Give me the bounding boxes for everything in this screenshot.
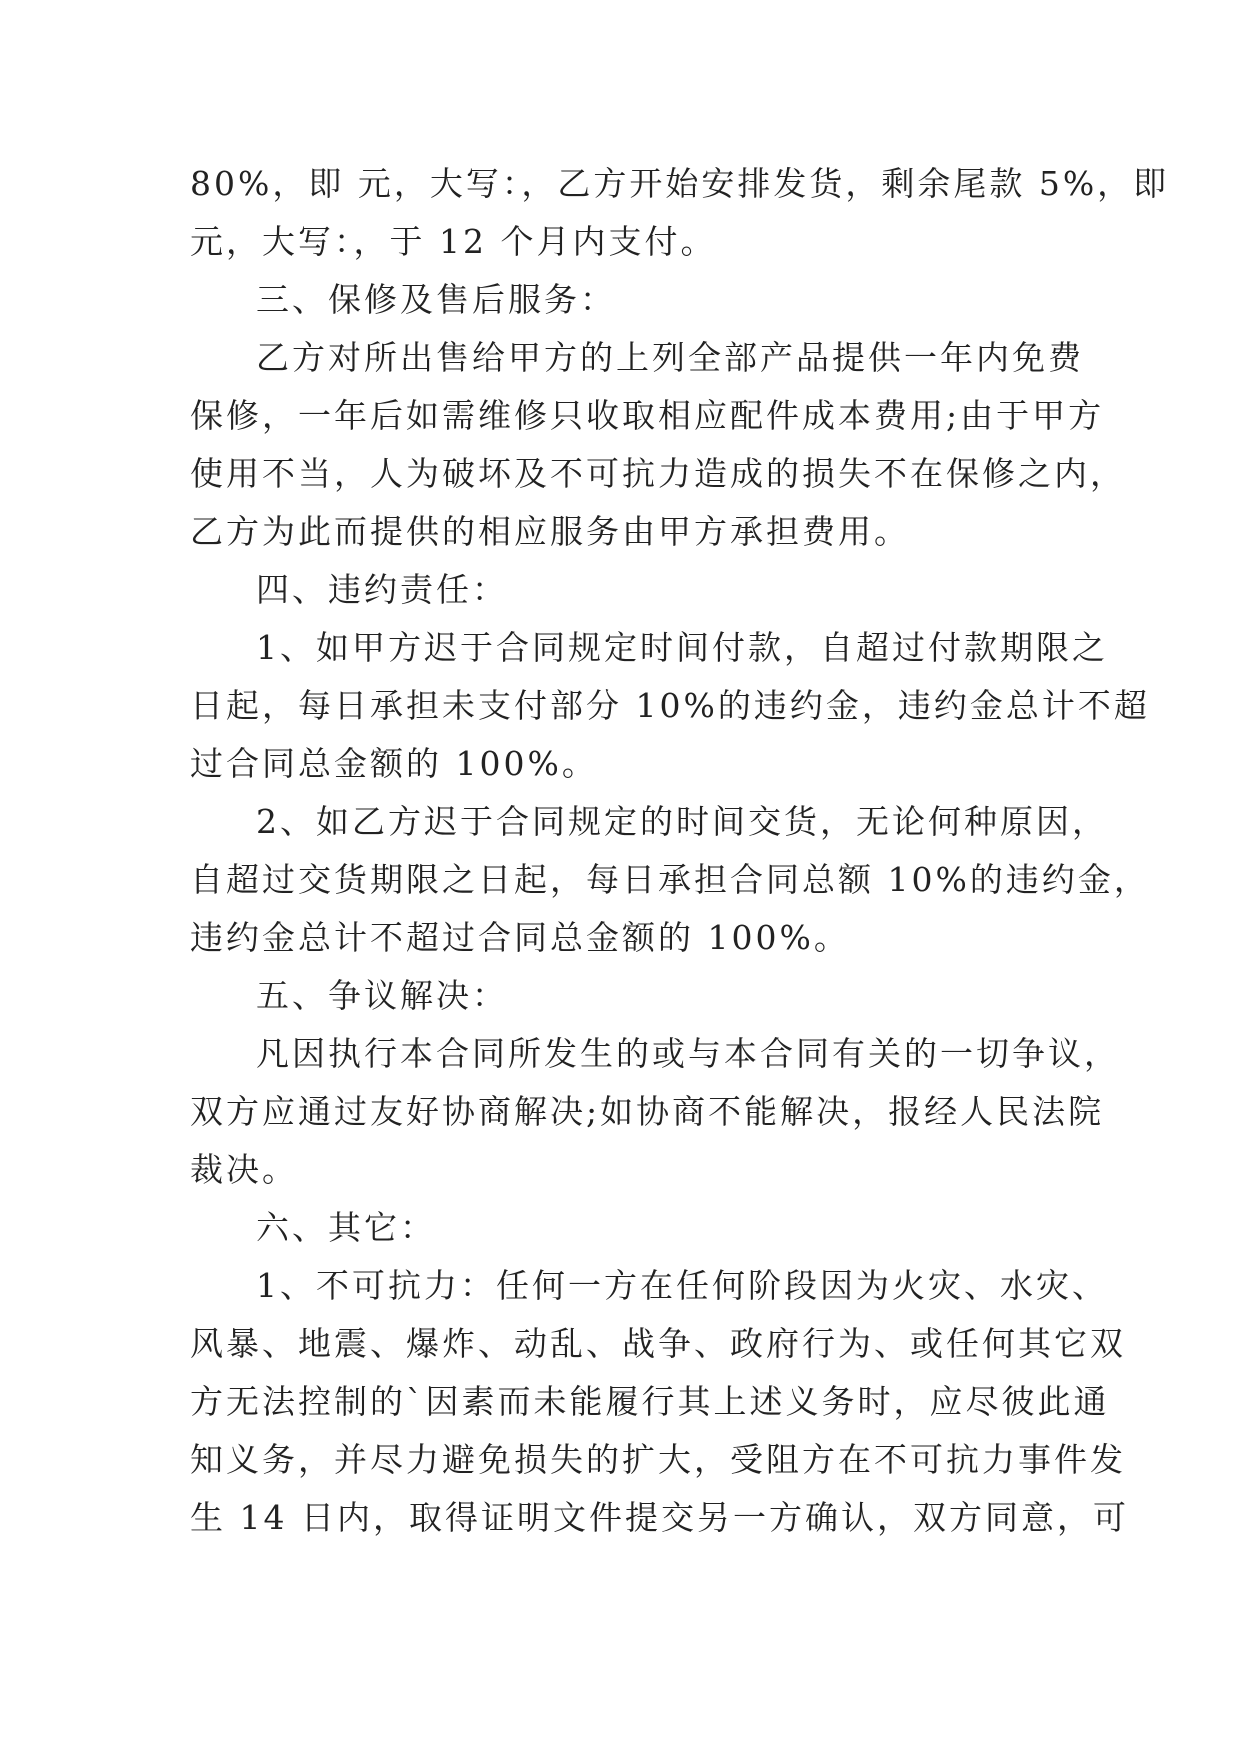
- text-line-1: 80%，即 元，大写：，乙方开始安排发货，剩余尾款 5%，即: [190, 164, 1170, 203]
- text-line-21: 风暴、地震、爆炸、动乱、战争、政府行为、或任何其它双: [190, 1324, 1126, 1363]
- text-line-7: 乙方为此而提供的相应服务由甲方承担费用。: [190, 512, 910, 551]
- text-line-9: 1、如甲方迟于合同规定时间付款，自超过付款期限之: [256, 628, 1108, 667]
- text-line-4: 乙方对所出售给甲方的上列全部产品提供一年内免费: [256, 338, 1084, 377]
- text-line-16: 凡因执行本合同所发生的或与本合同有关的一切争议，: [256, 1034, 1120, 1073]
- text-line-17: 双方应通过友好协商解决;如协商不能解决，报经人民法院: [190, 1092, 1105, 1131]
- text-line-20: 1、不可抗力：任何一方在任何阶段因为火灾、水灾、: [256, 1266, 1108, 1305]
- text-line-24: 生 14 日内，取得证明文件提交另一方确认，双方同意，可: [190, 1498, 1129, 1537]
- text-line-5: 保修，一年后如需维修只收取相应配件成本费用;由于甲方: [190, 396, 1105, 435]
- text-line-23: 知义务，并尽力避免损失的扩大，受阻方在不可抗力事件发: [190, 1440, 1126, 1479]
- text-line-2: 元，大写：，于 12 个月内支付。: [190, 222, 717, 261]
- text-line-13: 自超过交货期限之日起，每日承担合同总额 10%的违约金，: [190, 860, 1150, 899]
- text-line-10: 日起，每日承担未支付部分 10%的违约金，违约金总计不超: [190, 686, 1150, 725]
- text-line-11: 过合同总金额的 100%。: [190, 744, 598, 783]
- section-heading-dispute: 五、争议解决：: [256, 976, 508, 1015]
- text-line-22: 方无法控制的`因素而未能履行其上述义务时，应尽彼此通: [190, 1382, 1110, 1421]
- section-heading-warranty: 三、保修及售后服务：: [256, 280, 616, 319]
- text-line-6: 使用不当，人为破坏及不可抗力造成的损失不在保修之内，: [190, 454, 1126, 493]
- text-line-12: 2、如乙方迟于合同规定的时间交货，无论何种原因，: [256, 802, 1108, 841]
- text-line-18: 裁决。: [190, 1150, 298, 1189]
- text-line-14: 违约金总计不超过合同总金额的 100%。: [190, 918, 850, 957]
- section-heading-breach: 四、违约责任：: [256, 570, 508, 609]
- section-heading-other: 六、其它：: [256, 1208, 436, 1247]
